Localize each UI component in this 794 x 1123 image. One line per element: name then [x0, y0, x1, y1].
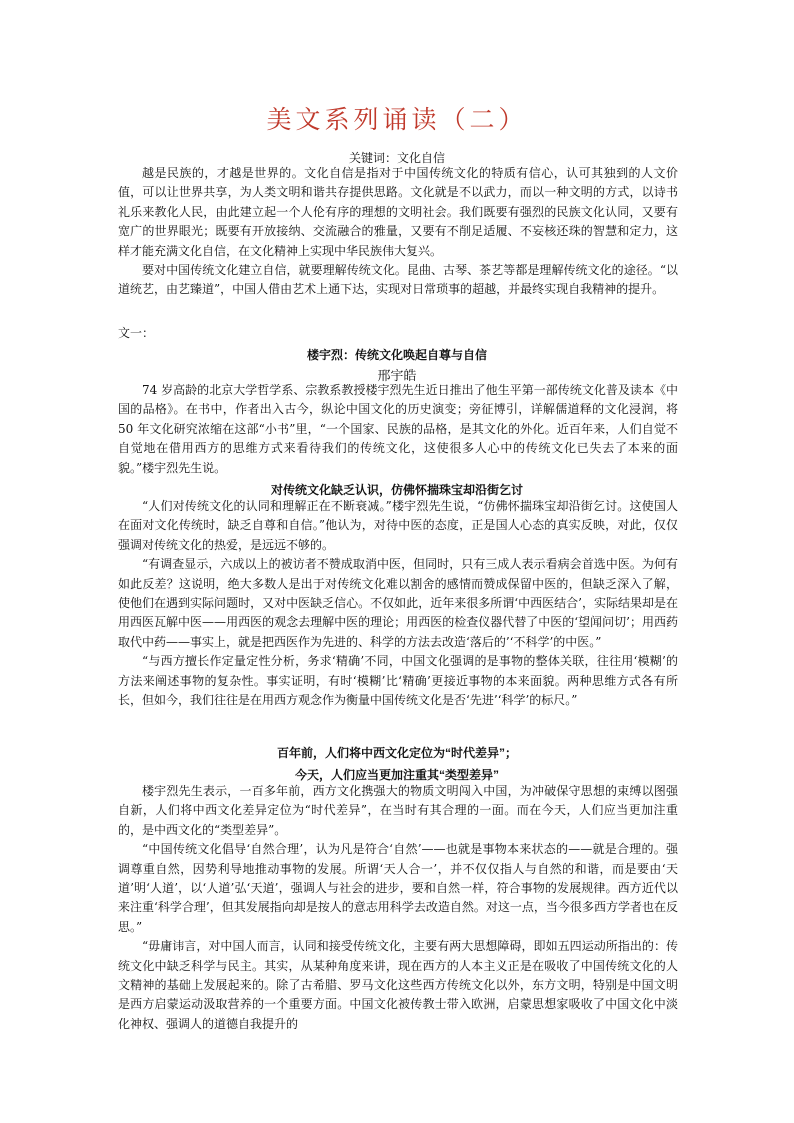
article-headline: 楼宇烈：传统文化唤起自尊与自信	[306, 348, 487, 362]
page-title: 美文系列诵读（二）	[266, 105, 528, 134]
subhead-1: 对传统文化缺乏认识，仿佛怀揣珠宝却沿街乞讨	[270, 483, 523, 497]
section-label: 文一：	[118, 326, 155, 340]
intro-paragraph: 越是民族的，才越是世界的。文化自信是指对于中国传统文化的特质有信心，认可其独到的人文价值，可以让世界共享，为人类文明和谐共存提供思路。文化就是不以武力，而以一种文明的方式，以诗书礼乐来教化人民，由此建立起一个人伦有序的理想的文明社会。我们既要有强烈的民族文化认同，又要有宽广的世界眼光；既要有开放接纳、交流融合的雅量，又要有不削足适履、不妄核还珠的智慧和定力，这样才能充满文化自信，在文化精神上实现中华民族伟大复兴。	[118, 166, 678, 258]
section-2-paragraph: 楼宇烈先生表示，一百多年前，西方文化携强大的物质文明闯入中国，为冲破保守思想的束缚以图强自新，人们将中西文化差异定位为“时代差异”，在当时有其合理的一面。而在今天，人们应当更加注重的，是中西文化的“类型差异”。	[118, 784, 678, 837]
section-1	[118, 497, 678, 710]
section-2	[118, 782, 678, 1034]
keywords-line: 关键词：文化自信	[348, 151, 445, 165]
section-1-paragraph: “人们对传统文化的认同和理解正在不断衰减。”楼宇烈先生说，“仿佛怀揣珠宝却沿街乞讨。这使国人在面对文化传统时，缺乏自尊和自信。”他认为，对待中医的态度，正是国人心态的真实反映，对此，仅仅强调对传统文化的热爱，是远远不够的。	[118, 499, 678, 552]
article-lead	[118, 381, 678, 478]
section-2-paragraph: “中国传统文化倡导‘自然合理’，认为凡是符合‘自然’——也就是事物本来状态的——就是合理的。强调尊重自然，因势利导地推动事物的发展。所谓‘天人合一’，并不仅仅指人与自然的和谐，而是要由‘天道’明‘人道’，以‘人道’弘‘天道’，强调人与社会的进步，要和自然一样，符合事物的发展规律。西方近代以来注重‘科学合理’，但其发展指向却是按人的意志用科学去改造自然。对这一点，当今很多西方学者也在反思。”	[118, 842, 678, 934]
section-2-paragraph: “毋庸讳言，对中国人而言，认同和接受传统文化，主要有两大思想障碍，即如五四运动所指出的：传统文化中缺乏科学与民主。其实，从某种角度来讲，现在西方的人本主义正是在吸收了中国传统文化的人文精神的基础上发展起来的。除了古希腊、罗马文化这些西方传统文化以外，东方文明，特别是中国文明是西方启蒙运动汲取营养的一个重要方面。中国文化被传教士带入欧洲，启蒙思想家吸收了中国文化中淡化神权、强调人的道德自我提升的	[118, 939, 678, 1031]
section-1-paragraph: “与西方擅长作定量定性分析，务求‘精确’不同，中国文化强调的是事物的整体关联，往往用‘模糊’的方法来阐述事物的复杂性。事实证明，有时‘模糊’比‘精确’更接近事物的本来面貌。两种思维方式各有所长，但如今，我们往往是在用西方观念作为衡量中国传统文化是否‘先进’‘科学’的标尺。”	[118, 654, 678, 708]
intro-paragraph: 要对中国传统文化建立自信，就要理解传统文化。昆曲、古琴、茶艺等都是理解传统文化的途径。“以道统艺，由艺臻道”，中国人借由艺术上通下达，实现对日常琐事的超越，并最终实现自我精神的提升。	[118, 263, 678, 297]
section-1-paragraph: “有调查显示，六成以上的被访者不赞成取消中医，但同时，只有三成人表示看病会首选中医。为何有如此反差？这说明，绝大多数人是出于对传统文化难以割舍的感情而赞成保留中医的，但缺乏深入了解，使他们在遇到实际问题时，又对中医缺乏信心。不仅如此，近年来很多所谓‘中西医结合’，实际结果却是在用西医瓦解中医——用西医的观念去理解中医的理论；用西医的检查仪器代替了中医的‘望闻问切’；用西药取代中药——事实上，就是把西医作为先进的、科学的方法去改造‘落后的’‘不科学’的中医。”	[118, 557, 678, 649]
intro-section	[118, 164, 678, 300]
article-author: 邢宇皓	[377, 368, 417, 383]
subhead-2a: 百年前，人们将中西文化定位为“时代差异”；	[276, 746, 517, 760]
lead-paragraph: 74 岁高龄的北京大学哲学系、宗教系教授楼宇烈先生近日推出了他生平第一部传统文化普及读本《中国的品格》。在书中，作者出入古今，纵论中国文化的历史演变；旁征博引，详解儒道释的文化浸润，将 50 年文化研究浓缩在这部“小书”里，“一个国家、民族的品格，是其文化的外化。近百年来，人们自觉不自觉地在借用西方的思维方式来看待我们的传统文化，这使很多人心中的传统文化已失去了本来的面貌。”楼宇烈先生说。	[118, 383, 678, 475]
subhead-2b: 今天，人们应当更加注重其“类型差异”	[294, 768, 499, 782]
